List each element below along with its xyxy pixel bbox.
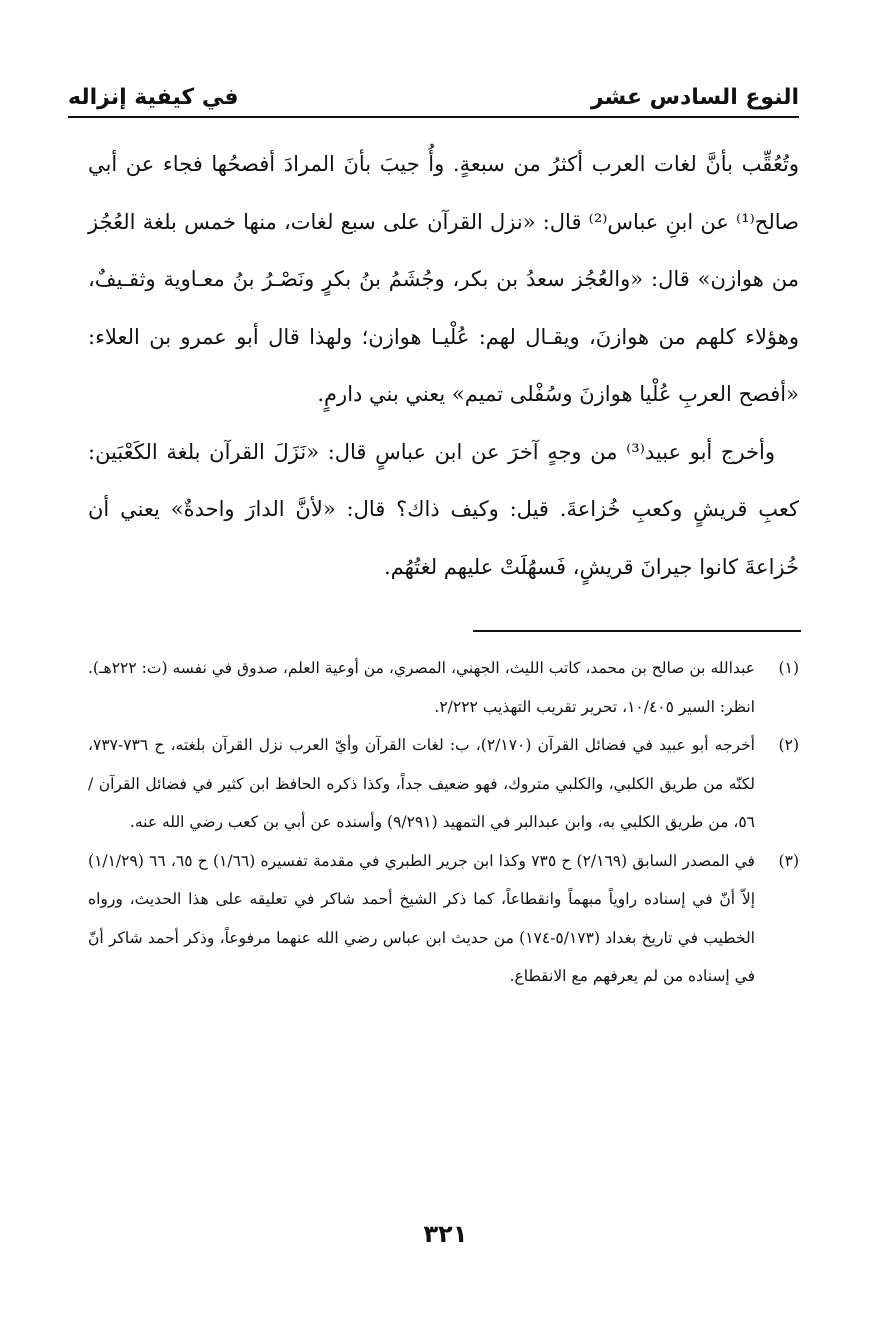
footnote-rule <box>473 630 801 632</box>
running-header <box>68 70 799 110</box>
footnote-text: أخرجه أبو عبيد في فضائل القرآن (٢/١٧٠)، ب: لغات القرآن وأيّ العرب نزل القرآن بلغته، ح ٧٣٦-٧٣٧، لكنّه من طريق الكلبي، والكلبي متروك، فهو ضعيف جداً، وكذا ذكره الحافظ ابن كثير في فضائل القرآن /٥٦، من طريق الكلبي به، وابن عبدالبر في التمهيد (٩/٢٩١) وأسنده عن أبي بن كعب رضي الله عنه. <box>88 736 755 831</box>
footnote <box>88 726 799 842</box>
footnote-number: (٢) <box>778 736 799 754</box>
paragraph: وتُعُقِّب بأنَّ لغات العرب أكثرُ من سبعةٍ. وأُ جيبَ بأنَ المرادَ أفصحُها فجاء عن أبي صالح⁽¹⁾ عن ابنِ عباس⁽²⁾ قال: «نزل القرآن على سبع لغات، منها خمس بلغة العُجُز من هوازن» قال: «والعُجُز سعدُ بن بكر، وجُشَمُ بنُ بكرٍ ونَصْـرُ بنُ معـاوية وثقـيفٌ، وهؤلاء كلهم من هوازنَ، ويقـال لهم: عُلْيـا هوازن؛ ولهذا قال أبو عمرو بن العلاء: «أفصح العربِ عُلْيا هوازنَ وسُفْلى تميم» يعني بني دارمٍ. <box>88 152 799 406</box>
paragraph: وأخرج أبو عبيد⁽³⁾ من وجهٍ آخرَ عن ابن عباسٍ قال: «نَزَلَ القرآن بلغة الكَعْبَين: كعبِ قريشٍ وكعبِ خُزاعةَ. قيل: وكيف ذاك؟ قال: «لأنَّ الدارَ واحدةٌ» يعني أن خُزاعةَ كانوا جيرانَ قريشٍ، فَسهُلَتْ عليهم لغتُهُم. <box>88 439 799 579</box>
chapter-title: النوع السادس عشر <box>590 85 799 110</box>
main-text <box>88 136 799 596</box>
section-title: في كيفية إنزاله <box>68 85 239 110</box>
page-number: ٣٢١ <box>423 1220 468 1248</box>
header-rule <box>68 116 799 118</box>
footnote <box>88 649 799 726</box>
footnote-number: (١) <box>778 659 799 677</box>
footnote-number: (٣) <box>778 851 799 870</box>
footnote-text: في المصدر السابق (٢/١٦٩) ح ٧٣٥ وكذا ابن جرير الطبري في مقدمة تفسيره (١/٦٦) ح ٦٥، ٦٦ (١/١/٢٩) إلاّ أنّ في إسناده راوياً مبهماً وانقطاعاً، كما ذكر الشيخ أحمد شاكر في تعليقه على هذا الحديث، ورواه الخطيب في تاريخ بغداد (٥/١٧٣-١٧٤) من حديث ابن عباس رضي الله عنهما مرفوعاً، وذكر أحمد شاكر أنّ في إسناده من لم يعرفهم مع الانقطاع. <box>88 851 755 985</box>
footnote <box>88 842 799 996</box>
footnote-text: عبدالله بن صالح بن محمد، كاتب الليث، الجهني، المصري، من أوعية العلم، صدوق في نفسه (ت: ٢٢٢هـ). انظر: السير ١٠/٤٠٥، تحرير تقريب التهذيب ٢/٢٢٢. <box>88 659 755 716</box>
footnotes <box>88 649 799 996</box>
